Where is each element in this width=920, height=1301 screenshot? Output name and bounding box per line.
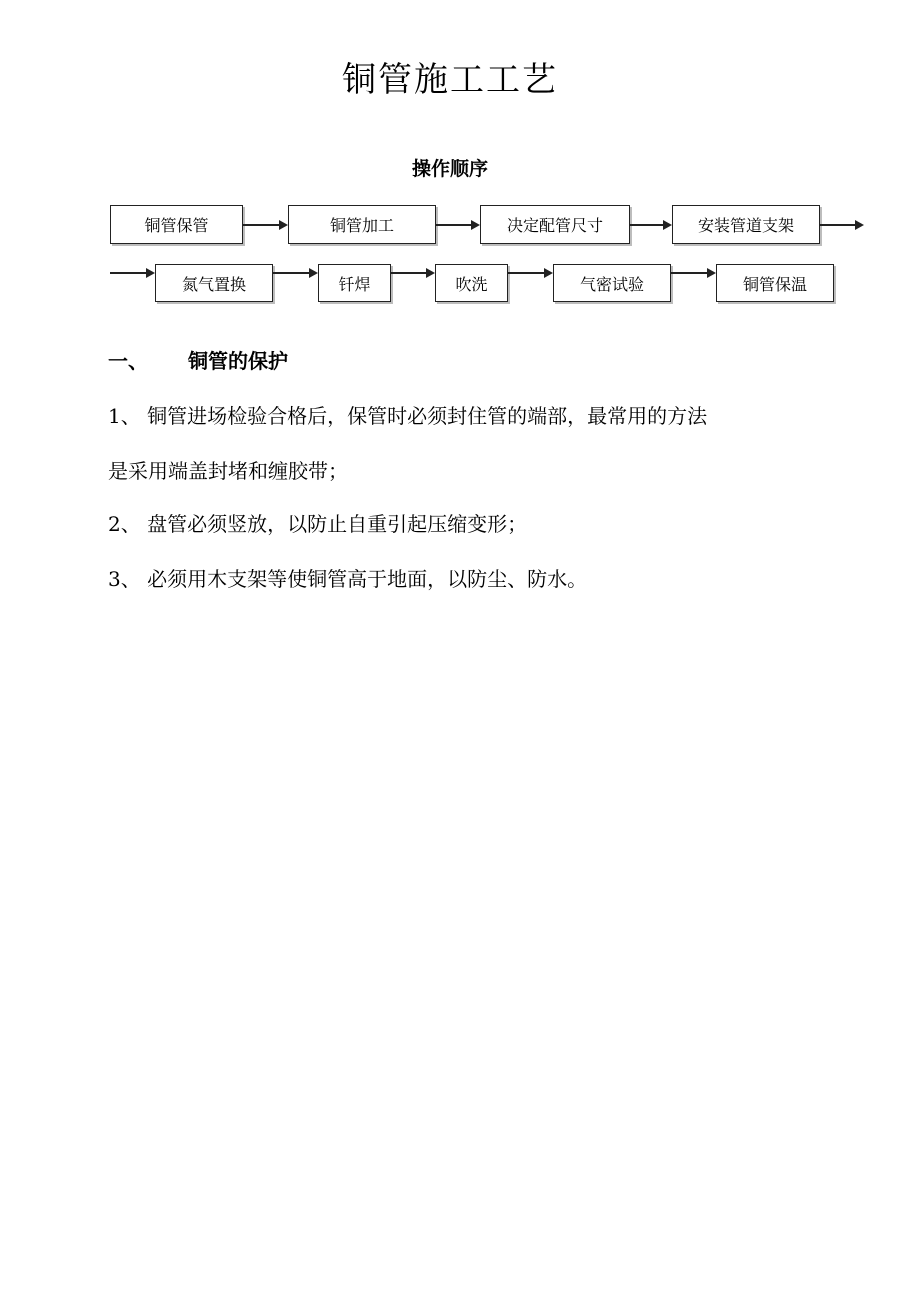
paragraph-item-3: 3、 必须用木支架等使铜管高于地面，以防尘、防水。 [108,567,588,591]
flow-arrow [436,220,480,230]
document-title: 铜管施工工艺 [342,60,558,100]
paragraph-item-1-continued: 是采用端盖封堵和缠胶带； [108,459,348,483]
flow-step-copper-storage: 铜管保管 [110,205,243,244]
flow-step-brazing: 钎焊 [318,264,391,302]
section-title: 铜管的保护 [188,349,288,373]
paragraph-item-1: 1、 铜管进场检验合格后，保管时必须封住管的端部，最常用的方法 [108,404,708,428]
flow-arrow [671,268,716,278]
flow-arrow-continue-in [110,268,155,278]
section-number: 一、 [108,349,148,373]
flow-step-install-pipe-support: 安装管道支架 [672,205,820,244]
section-heading [108,345,288,374]
flow-step-air-tightness-test: 气密试验 [553,264,671,302]
flow-arrow [243,220,288,230]
flow-arrow [508,268,553,278]
flow-arrow [391,268,435,278]
flow-step-copper-processing: 铜管加工 [288,205,436,244]
flow-step-copper-insulation: 铜管保温 [716,264,834,302]
flow-step-determine-pipe-size: 决定配管尺寸 [480,205,630,244]
paragraph-item-2: 2、 盘管必须竖放，以防止自重引起压缩变形； [108,512,528,536]
flow-step-nitrogen-replacement: 氮气置换 [155,264,273,302]
flow-heading: 操作顺序 [411,158,488,180]
flow-step-purging: 吹洗 [435,264,508,302]
flow-arrow [273,268,318,278]
flow-arrow [630,220,672,230]
flow-arrow-continue [820,220,864,230]
